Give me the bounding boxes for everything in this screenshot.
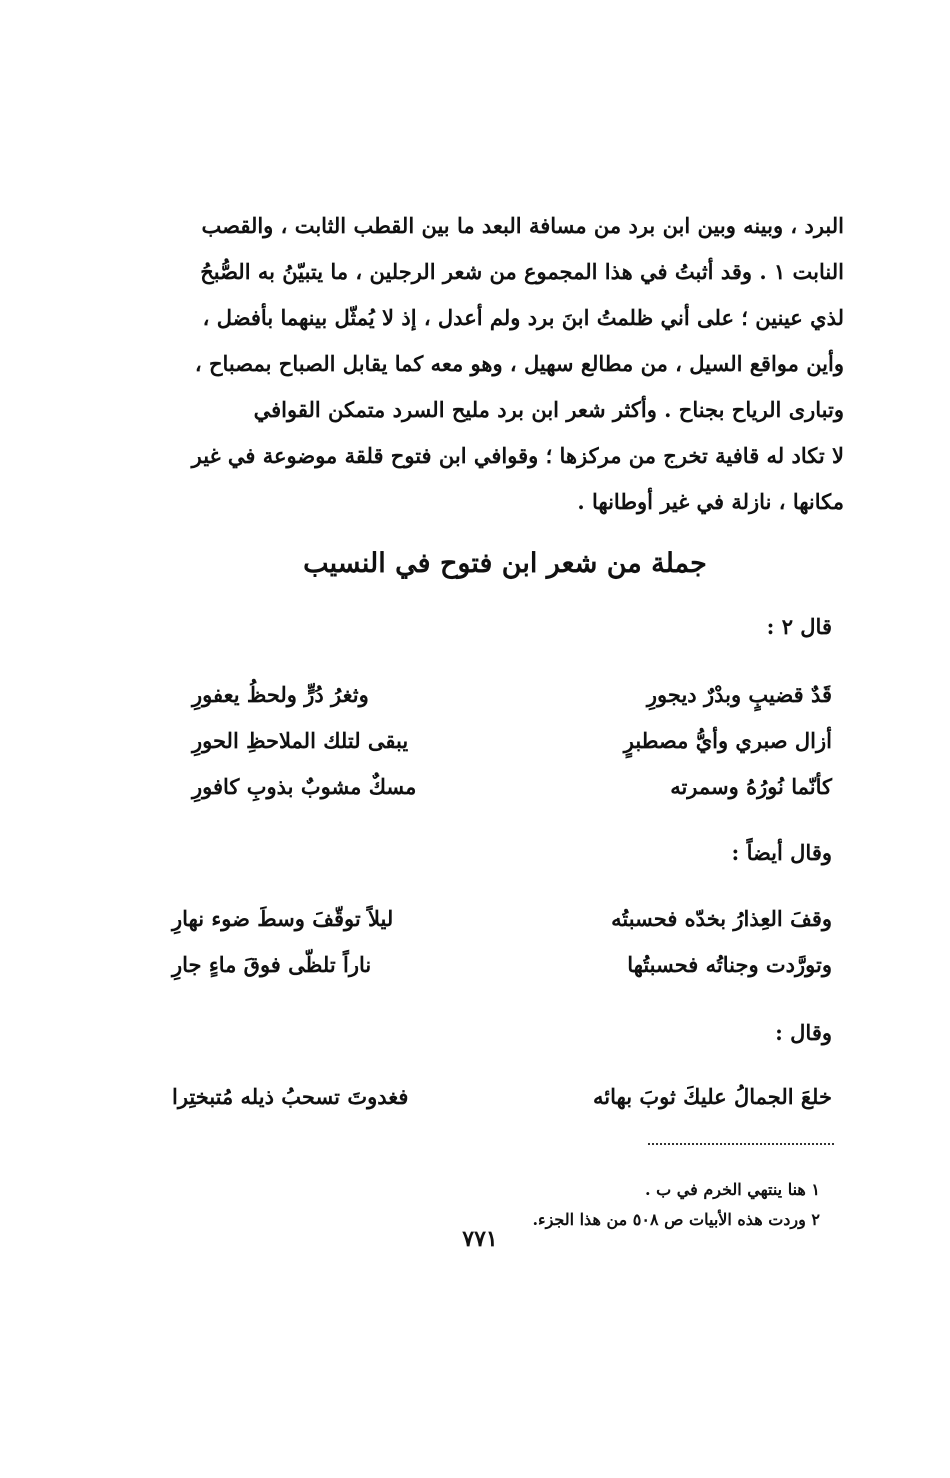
verse-first-hemistich: كأنّما نُورُهُ وسمرته	[670, 774, 832, 799]
verse-first-hemistich: أزال صبري وأيُّ مصطبرٍ	[623, 728, 832, 753]
prose-line: البرد ، وبينه وبين ابن برد من مسافة البعد ما بين القطب الثابت ، والقصب	[201, 213, 844, 238]
poem-block	[172, 1074, 832, 1120]
verse-second-hemistich: وثغرُ دُرٍّ ولحظُ يعفورِ	[192, 682, 369, 707]
footnote-separator	[648, 1143, 834, 1145]
verse-first-hemistich: خلعَ الجمالُ عليكَ ثوبَ بهائه	[593, 1084, 832, 1109]
verse-first-hemistich: قَدٌ قضيبٍ وبدْرٌ ديجورِ	[646, 682, 832, 707]
section-heading: جملة من شعر ابن فتوح في النسيب	[303, 548, 707, 579]
poem-block	[172, 896, 832, 988]
verse-line	[192, 764, 832, 810]
verse-second-hemistich: مسكٌ مشوبٌ بذوبِ كافورِ	[192, 774, 417, 799]
verse-second-hemistich: يبقى لتلك الملاحظِ الحورِ	[192, 728, 409, 753]
verse-second-hemistich: ليلاً توقّفَ وسطَ ضوء نهارِ	[172, 906, 394, 931]
poem-intro: وقال أيضاً :	[731, 840, 832, 865]
prose-line: وأين مواقع السيل ، من مطالع سهيل ، وهو معه كما يقابل الصباح بمصباح ،	[194, 351, 844, 376]
footnote: ٢ وردت هذه الأبيات ص ٥٠٨ من هذا الجزء.	[532, 1210, 820, 1229]
prose-line: لا تكاد له قافية تخرج من مركزها ؛ وقوافي ابن فتوح قلقة موضوعة في غير	[191, 443, 844, 468]
verse-line	[172, 1074, 832, 1120]
verse-line	[192, 672, 832, 718]
page-number: ٧٧١	[462, 1226, 498, 1252]
verse-line	[192, 718, 832, 764]
footnote: ١ هنا ينتهي الخرم في ب .	[645, 1180, 820, 1199]
prose-line: النابت ١ . وقد أثبتُ في هذا المجموع من شعر الرجلين ، ما يتبيّنُ به الصُّبحُ	[200, 259, 844, 284]
verse-second-hemistich: فغدوتَ تسحبُ ذيله مُتبختِرا	[172, 1084, 409, 1109]
verse-second-hemistich: ناراً تلظّى فوقَ ماءٍ جارِ	[172, 952, 372, 977]
poem-intro: قال ٢ :	[766, 614, 832, 639]
prose-line: لذي عينين ؛ على أني ظلمتُ ابنَ برد ولم أعدل ، إذ لا يُمثّل بينهما بأفضل ،	[202, 305, 844, 330]
verse-first-hemistich: وتورَّدت وجناتُه فحسبتُها	[627, 952, 832, 977]
poem-intro: وقال :	[775, 1020, 832, 1045]
prose-line: مكانها ، نازلة في غير أوطانها .	[577, 489, 844, 514]
footnotes	[220, 1175, 820, 1235]
poem-block	[192, 672, 832, 810]
verse-line	[172, 942, 832, 988]
verse-first-hemistich: وقفَ العِذارُ بخدّه فحسبتُه	[611, 906, 832, 931]
prose-line: وتبارى الرياح بجناح . وأكثر شعر ابن برد مليح السرد متمكن القوافي	[253, 397, 844, 422]
body-paragraph	[168, 203, 844, 525]
verse-line	[172, 896, 832, 942]
